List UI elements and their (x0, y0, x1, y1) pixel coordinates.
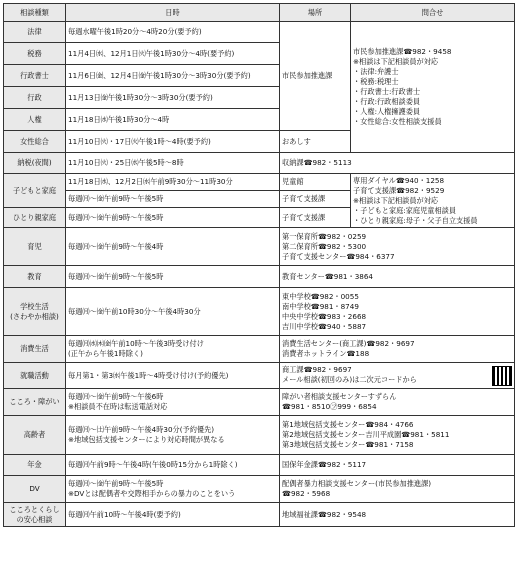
datetime-cell: 11月13日㈮午後1時30分〜3時30分(要予約) (66, 87, 280, 109)
datetime-cell: 11月6日㈮、12月4日㈮午後1時30分〜3時30分(要予約) (66, 65, 280, 87)
place-cell: 児童館 (280, 174, 351, 191)
datetime-cell: 毎週㈪午前10時〜午後4時(要予約) (66, 503, 280, 527)
datetime-cell: 11月10日㈫・17日㈫午後1時〜4時(要予約) (66, 131, 280, 153)
category-cell: 納税(夜間) (4, 153, 66, 174)
place-contact-cell: 収納課☎982・5113 (280, 153, 515, 174)
category-cell: 学校生活 (さわやか相談) (4, 288, 66, 336)
datetime-cell: 毎週㈪〜㈮午前10時30分〜午後4時30分 (66, 288, 280, 336)
category-cell: 年金 (4, 455, 66, 476)
datetime-cell: 毎週㈪〜㈮午前9時〜午後5時 (66, 191, 280, 208)
table-row (4, 363, 515, 389)
table-row (4, 228, 515, 266)
qr-code-icon[interactable] (492, 366, 512, 386)
datetime-cell: 毎月第1・第3㈬午後1時〜4時受け付け(予約優先) (66, 363, 280, 389)
contact-cell: 専用ダイヤル☎940・1258 子育て支援課☎982・9529 ※相談は下記相談員が対応 ・子どもと家庭:家庭児童相談員 ・ひとり親家庭:母子・父子自立支援員 (351, 174, 515, 228)
category-cell: 行政書士 (4, 65, 66, 87)
table-row (4, 22, 515, 43)
contact-cell: 配偶者暴力相談支援センター(市民参加推進課) ☎982・5968 (280, 476, 515, 503)
table-row (4, 266, 515, 288)
contact-cell: 地域福祉課☎982・9548 (280, 503, 515, 527)
contact-cell: 教育センター☎981・3864 (280, 266, 515, 288)
datetime-cell: 毎週㈪〜㈮午前9時〜午後4時 (66, 228, 280, 266)
contact-cell: 消費生活センター(商工課)☎982・9697 消費者ホットライン☎188 (280, 336, 515, 363)
datetime-cell: 毎週㈪〜㈮午前9時〜午後5時 ※DVとは配偶者や交際相手からの暴力のことをいう (66, 476, 280, 503)
table-row (4, 336, 515, 363)
category-cell: こころとくらし の安心相談 (4, 503, 66, 527)
datetime-cell: 毎週㈪午前9時〜午後4時(午後0時15分から1時除く) (66, 455, 280, 476)
category-cell: DV (4, 476, 66, 503)
header-datetime: 日時 (66, 4, 280, 22)
consultation-table (3, 3, 515, 527)
contact-cell: 商工課☎982・9697 メール相談(初回のみ)は二次元コードから (280, 363, 515, 389)
datetime-cell: 11月18日㈬、12月2日㈬午前9時30分〜11時30分 (66, 174, 280, 191)
contact-cell: 国保年金課☎982・5117 (280, 455, 515, 476)
category-cell: 法律 (4, 22, 66, 43)
category-cell: ひとり親家庭 (4, 208, 66, 228)
table-row (4, 416, 515, 455)
category-cell: 女性総合 (4, 131, 66, 153)
place-cell: おあしす (280, 131, 351, 153)
table-row (4, 455, 515, 476)
place-cell: 子育て支援課 (280, 191, 351, 208)
table-row (4, 389, 515, 416)
contact-cell: 市民参加推進課☎982・9458 ※相談は下記相談員が対応 ・法律:弁護士 ・税務:税理士 ・行政書士:行政書士 ・行政:行政相談委員 ・人権:人権擁護委員 ・女性総合:女性相談支援員 (351, 22, 515, 153)
header-contact: 問合せ (351, 4, 515, 22)
category-cell: 子どもと家庭 (4, 174, 66, 208)
header-category: 相談種類 (4, 4, 66, 22)
category-cell: 人権 (4, 109, 66, 131)
datetime-cell: 毎週㈪〜㈯午前9時〜午後4時30分(予約優先) ※地域包括支援センターにより対応時間が異なる (66, 416, 280, 455)
category-cell: 高齢者 (4, 416, 66, 455)
category-cell: 消費生活 (4, 336, 66, 363)
contact-cell: 第一保育所☎982・0259 第二保育所☎982・5300 子育て支援センター☎984・6377 (280, 228, 515, 266)
contact-cell: 障がい者相談支援センターすずらん ☎981・8510㋫999・6854 (280, 389, 515, 416)
table-row (4, 174, 515, 191)
table-row (4, 288, 515, 336)
table-row (4, 503, 515, 527)
category-cell: 就職活動 (4, 363, 66, 389)
datetime-cell: 11月10日㈫・25日㈬午後5時〜8時 (66, 153, 280, 174)
datetime-cell: 毎週㈪㈬㈭㈮午前10時〜午後3時受け付け (正午から午後1時除く) (66, 336, 280, 363)
contact-cell: 東中学校☎982・0055 南中学校☎981・8749 中央中学校☎983・2668 吉川中学校☎940・5887 (280, 288, 515, 336)
datetime-cell: 毎週⽔曜午後1時20分〜4時20分(要予約) (66, 22, 280, 43)
datetime-cell: 11月18日㈬午後1時30分〜4時 (66, 109, 280, 131)
place-cell: 子育て支援課 (280, 208, 351, 228)
category-cell: 行政 (4, 87, 66, 109)
datetime-cell: 毎週㈪〜㈮午前9時〜午後5時 (66, 266, 280, 288)
datetime-cell: 11月4日㈬、12月1日㈫午後1時30分〜4時(要予約) (66, 43, 280, 65)
datetime-cell: 毎週㈪〜㈮午前9時〜午後6時 ※相談員不在時は転送電話対応 (66, 389, 280, 416)
place-cell: 市民参加推進課 (280, 22, 351, 131)
category-cell: 税務 (4, 43, 66, 65)
category-cell: 教育 (4, 266, 66, 288)
table-row (4, 153, 515, 174)
header-place: 場所 (280, 4, 351, 22)
category-cell: こころ・障がい (4, 389, 66, 416)
header-row (4, 4, 515, 22)
datetime-cell: 毎週㈪〜㈮午前9時〜午後5時 (66, 208, 280, 228)
table-row (4, 476, 515, 503)
contact-cell: 第1地域包括支援センター☎984・4766 第2地域包括支援センター吉川平成園☎981・5811 第3地域包括支援センター☎981・7158 (280, 416, 515, 455)
category-cell: 育児 (4, 228, 66, 266)
